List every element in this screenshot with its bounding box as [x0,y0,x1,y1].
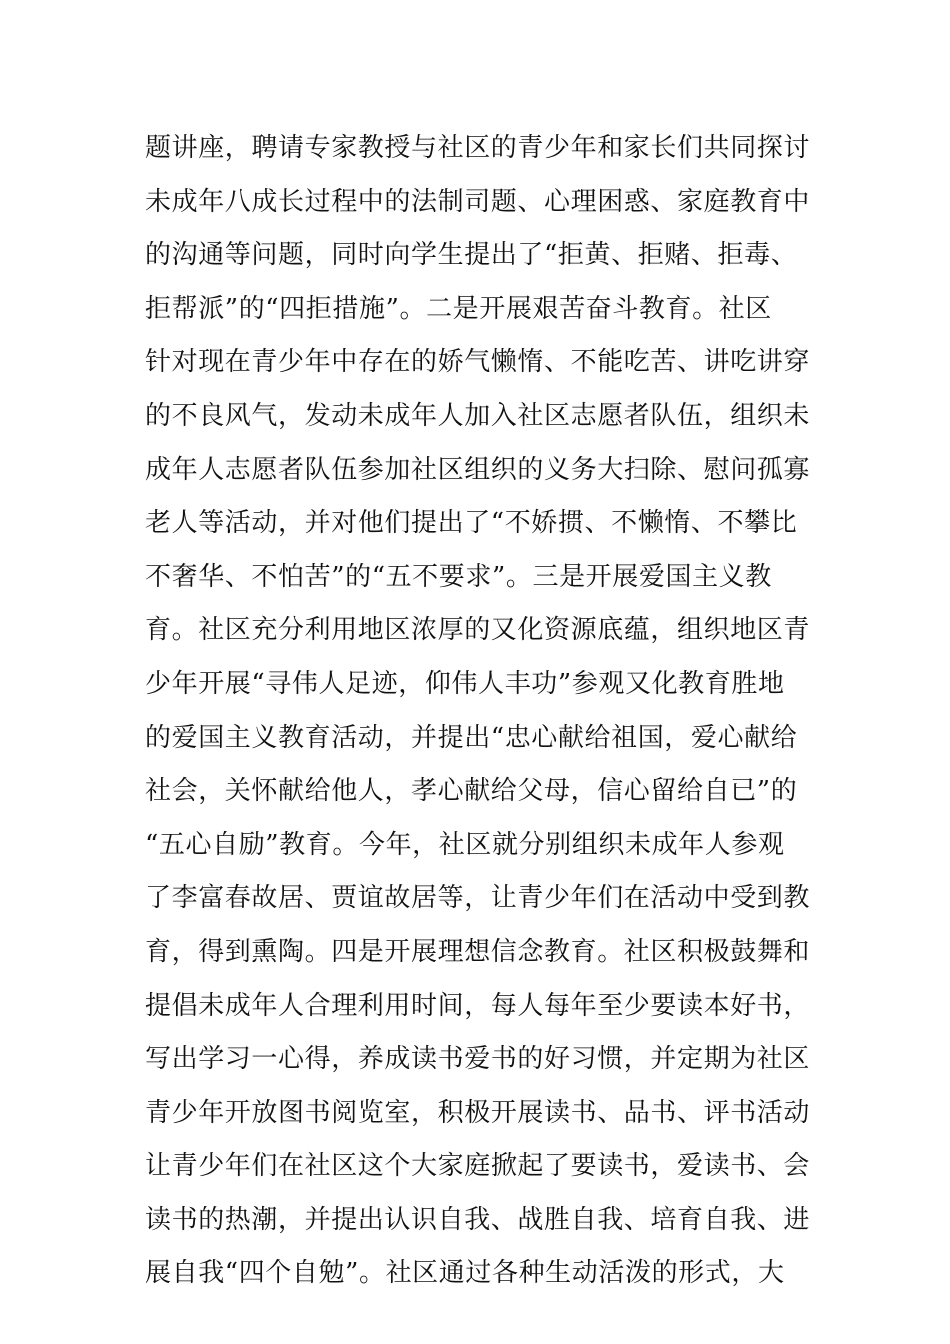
text-line: 的沟通等问题，同时向学生提出了“拒黄、拒赌、拒毒、 [145,240,798,271]
text-line: 的爱国主义教育活动，并提出“忠心献给祖国，爱心献给 [145,722,798,753]
text-line: 拒帮派”的“四拒措施”。二是开展艰苦奋斗教育。社区 [145,293,772,324]
text-line: 育。社区充分利用地区浓厚的又化资源底蕴，组织地区青 [145,615,811,646]
text-line: 写出学习一心得，养成读书爱书的好习惯，并定期为社区 [145,1044,811,1075]
body-text [145,122,815,1301]
text-line: 不奢华、不怕苦”的“五不要求”。三是开展爱国主义教 [145,561,772,592]
text-line: 社会，关怀献给他人，孝心献给父母，信心留给自已”的 [145,776,798,807]
text-line: 未成年八成长过程中的法制司题、心理困惑、家庭教育中 [145,186,811,217]
text-line: 提倡未成年人合理利用时间，每人每年至少要读本好书， [145,990,811,1021]
text-line: 读书的热潮，并提出认识自我、战胜自我、培育自我、进 [145,1204,811,1235]
text-line: 展自我“四个自勉”。社区通过各种生动活泼的形式，大 [145,1258,785,1289]
text-line: “五心自励”教育。今年，社区就分别组织未成年人参观 [145,829,785,860]
text-line: 少年开展“寻伟人足迹，仰伟人丰功”参观又化教育胜地 [145,668,785,699]
text-line: 让青少年们在社区这个大家庭掀起了要读书，爱读书、会 [145,1151,811,1182]
text-line: 了李富春故居、贾谊故居等，让青少年们在活动中受到教 [145,883,811,914]
text-line: 的不良风气，发动未成年人加入社区志愿者队伍，组织未 [145,400,811,431]
text-line: 题讲座，聘请专家教授与社区的青少年和家长们共同探讨 [145,133,811,163]
text-line: 成年人志愿者队伍参加社区组织的义务大扫除、慰问孤寡 [145,454,811,485]
text-line: 青少年开放图书阅览室，积极开展读书、品书、评书活动 [145,1097,811,1128]
text-line: 育，得到熏陶。四是开展理想信念教育。社区积极鼓舞和 [145,936,811,967]
text-line: 针对现在青少年中存在的娇气懒惰、不能吃苦、讲吃讲穿 [145,347,811,378]
text-line: 老人等活动，并对他们提出了“不娇掼、不懒惰、不攀比 [145,508,798,539]
